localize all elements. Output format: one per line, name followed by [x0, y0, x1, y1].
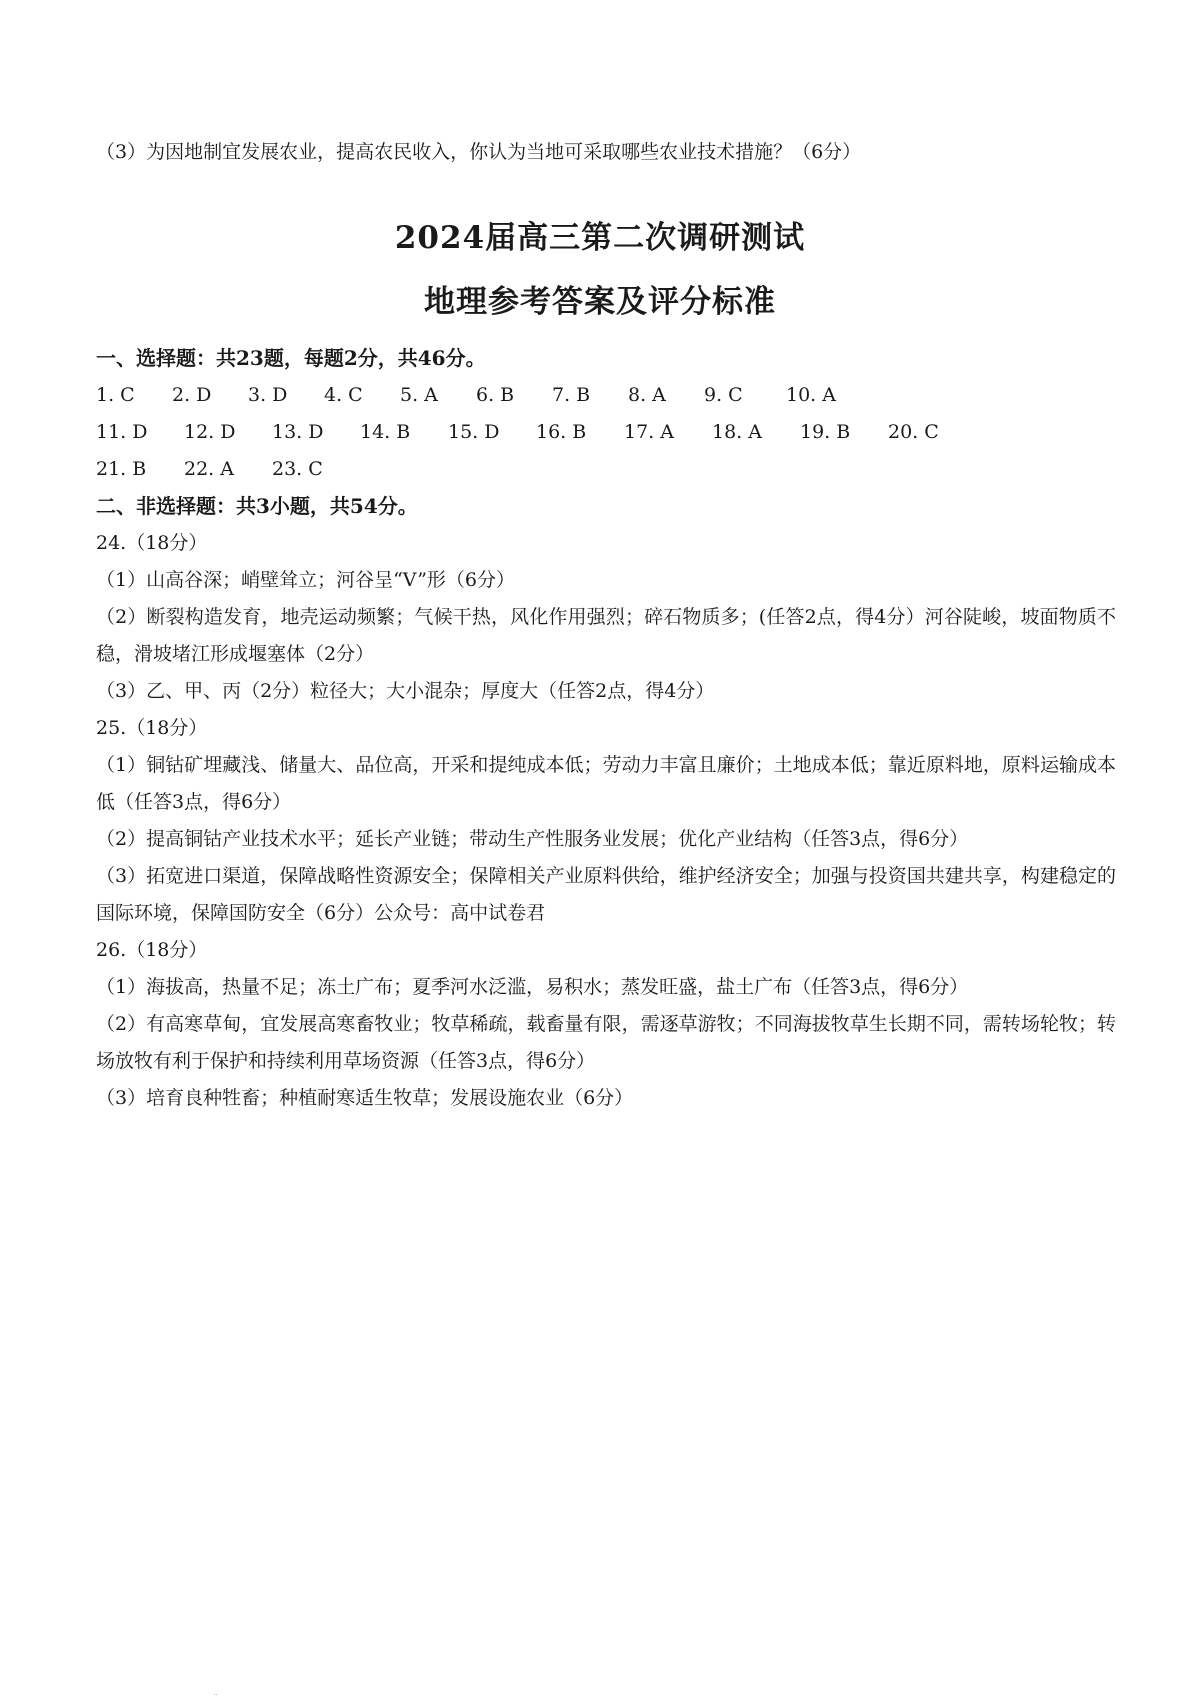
previous-question-text: （3）为因地制宜发展农业，提高农民收入，你认为当地可采取哪些农业技术措施？（6分） [96, 141, 862, 163]
footer-dots [214, 1680, 220, 1683]
question-24-answer-1: （1）山高谷深；峭壁耸立；河谷呈“V”形（6分） [96, 569, 516, 591]
choice-answer: 12. D [184, 421, 236, 443]
choice-answer: 17. A [624, 421, 674, 443]
choice-answer: 7. B [552, 384, 591, 406]
choice-answer: 1. C [96, 384, 135, 406]
choice-answer: 19. B [800, 421, 851, 443]
question-26-answer-2: （2）有高寒草甸，宜发展高寒畜牧业；牧草稀疏，载畜量有限，需逐草游牧；不同海拔牧草生长期不同，需转场轮牧；转场放牧有利于保护和持续利用草场资源（任答3点，得6分） [96, 1013, 1116, 1072]
question-24-answer-2: （2）断裂构造发育，地壳运动频繁；气候干热，风化作用强烈；碎石物质多；(任答2点，得4分）河谷陡峻，坡面物质不稳，滑坡堵江形成堰塞体（2分） [96, 606, 1116, 665]
question-26-label: 26.（18分） [96, 939, 208, 961]
question-25-answer-3: （3）拓宽进口渠道，保障战略性资源安全；保障相关产业原料供给，维护经济安全；加强与投资国共建共享，构建稳定的国际环境，保障国防安全（6分）公众号：高中试卷君 [96, 865, 1116, 924]
choice-answers-row-1 [96, 377, 1116, 414]
choice-answer: 22. A [184, 458, 234, 480]
choice-answer: 5. A [400, 384, 438, 406]
choice-answers-row-3 [96, 451, 1116, 488]
question-24-label: 24.（18分） [96, 532, 208, 554]
question-25-answer-1: （1）铜钴矿埋藏浅、储量大、品位高，开采和提纯成本低；劳动力丰富且廉价；土地成本低；靠近原料地，原料运输成本低（任答3点，得6分） [96, 754, 1116, 813]
choice-answer: 16. B [536, 421, 587, 443]
choice-answer: 21. B [96, 458, 147, 480]
choice-answer: 11. D [96, 421, 148, 443]
question-26-answer-3: （3）培育良种牲畜；种植耐寒适生牧草；发展设施农业（6分） [96, 1087, 634, 1109]
choice-answer: 2. D [172, 384, 212, 406]
choice-answer: 6. B [476, 384, 515, 406]
question-25-label: 25.（18分） [96, 717, 208, 739]
choice-answer: 13. D [272, 421, 324, 443]
section-heading-nonchoice: 二、非选择题：共3小题，共54分。 [96, 494, 418, 518]
choice-answer: 14. B [360, 421, 411, 443]
choice-answer: 10. A [786, 384, 836, 406]
choice-answer: 18. A [712, 421, 762, 443]
answer-content [96, 340, 1116, 1117]
choice-answer: 20. C [888, 421, 939, 443]
choice-answer: 15. D [448, 421, 500, 443]
choice-answer: 23. C [272, 458, 323, 480]
choice-answer: 4. C [324, 384, 363, 406]
document-subtitle: 地理参考答案及评分标准 [424, 284, 776, 320]
document-title: 2024届高三第二次调研测试 [394, 220, 806, 256]
question-24-answer-3: （3）乙、甲、丙（2分）粒径大；大小混杂；厚度大（任答2点，得4分） [96, 680, 715, 702]
choice-answers-row-2 [96, 414, 1116, 451]
choice-answer: 8. A [628, 384, 666, 406]
question-26-answer-1: （1）海拔高，热量不足；冻土广布；夏季河水泛滥，易积水；蒸发旺盛，盐土广布（任答3点，得6分） [96, 976, 969, 998]
question-25-answer-2: （2）提高铜钴产业技术水平；延长产业链；带动生产性服务业发展；优化产业结构（任答3点，得6分） [96, 828, 969, 850]
choice-answer: 9. C [704, 384, 743, 406]
section-heading-choice: 一、选择题：共23题，每题2分，共46分。 [96, 346, 486, 370]
choice-answer: 3. D [248, 384, 288, 406]
